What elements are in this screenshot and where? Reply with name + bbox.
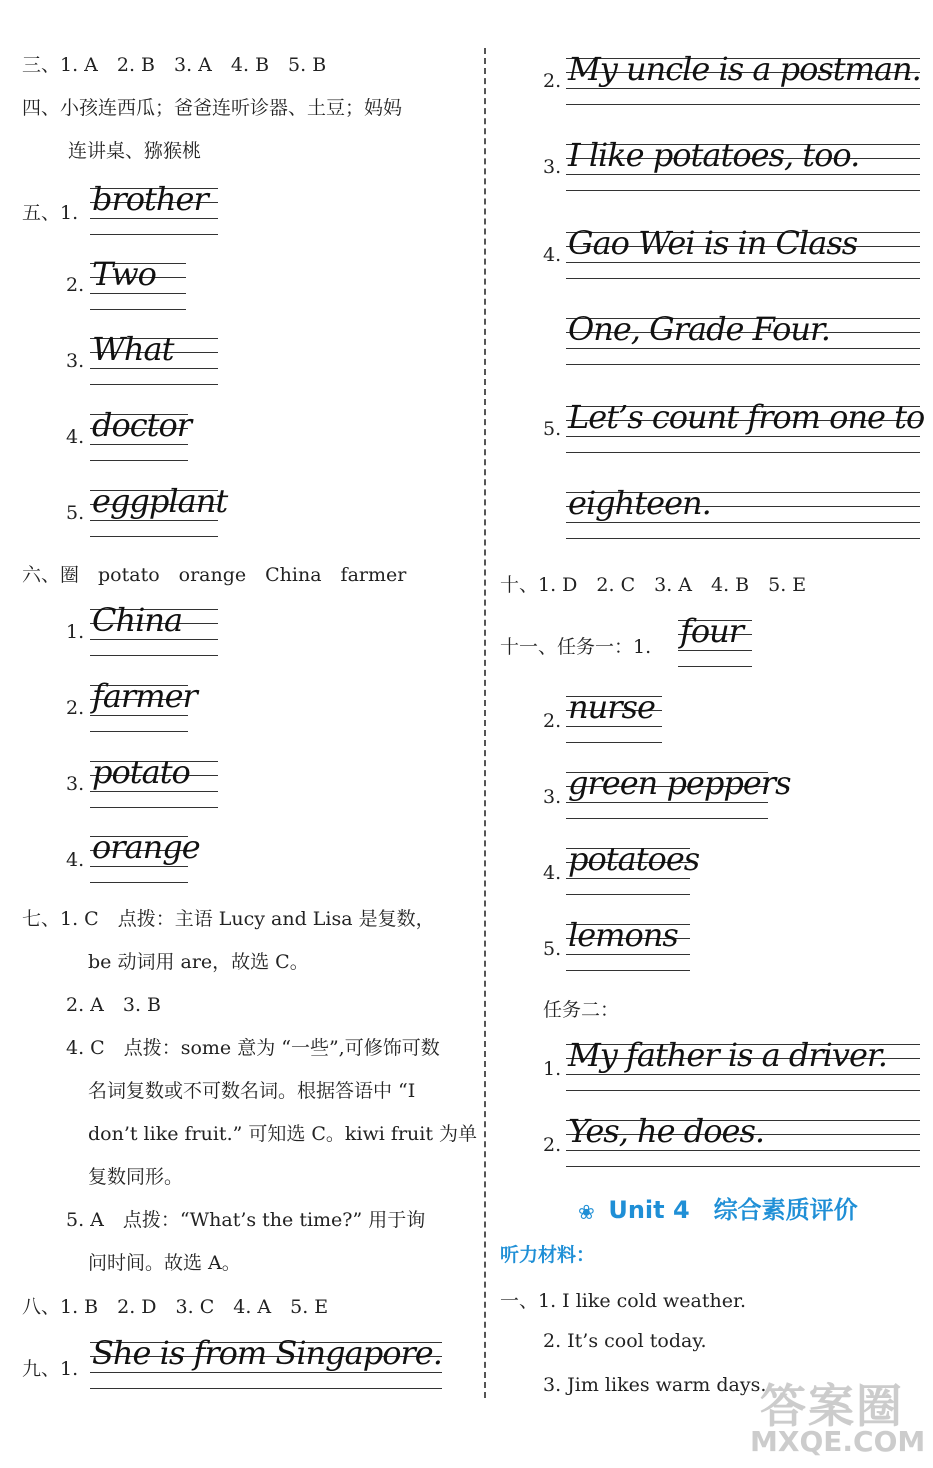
section-4-line2: 连讲桌、猕猴桃: [68, 140, 202, 162]
answer-text: nurse: [568, 688, 655, 726]
answer-text: doctor: [92, 406, 192, 444]
paw-icon: ❀: [578, 1200, 595, 1224]
answer-text: orange: [92, 828, 200, 866]
task-2-label: 任务二：: [543, 999, 620, 1021]
section-8: 八、1. B 2. D 3. C 4. A 5. E: [22, 1296, 329, 1318]
answer-text: One, Grade Four.: [568, 310, 830, 348]
answer-text: eggplant: [92, 482, 228, 520]
answer-text: Gao Wei is in Class: [568, 224, 858, 262]
section-11-label: 十一、任务一：1.: [500, 636, 652, 658]
answer-text: farmer: [92, 677, 197, 715]
section-4-line1: 四、小孩连西瓜；爸爸连听诊器、土豆；妈妈: [22, 97, 403, 119]
section-6: 六、圈 potato orange China farmer: [22, 564, 407, 586]
column-divider: [484, 48, 486, 1398]
section-10: 十、1. D 2. C 3. A 4. B 5. E: [500, 574, 807, 596]
section-7-5b: 问时间。故选 A。: [88, 1252, 241, 1274]
listening-3: 3. Jim likes warm days.: [543, 1374, 767, 1396]
answer-text: Yes, he does.: [568, 1112, 765, 1150]
answer-text: She is from Singapore.: [92, 1334, 442, 1372]
listening-1: 一、1. I like cold weather.: [500, 1290, 747, 1312]
section-7-4b: 名词复数或不可数名词。根据答语中 “I: [88, 1080, 416, 1102]
unit-title: ❀ Unit 4 综合素质评价: [578, 1196, 858, 1224]
section-9-label: 九、1.: [22, 1358, 79, 1380]
section-7-4a: 4. C 点拨：some 意为 “一些”,可修饰可数: [66, 1037, 440, 1059]
answer-text: Let’s count from one to: [568, 398, 925, 436]
section-7-2: 2. A 3. B: [66, 994, 162, 1016]
answer-text: Two: [92, 255, 156, 293]
answer-text: eighteen.: [568, 484, 711, 522]
answer-text: I like potatoes, too.: [568, 136, 860, 174]
answer-text: potatoes: [568, 840, 700, 878]
section-7-1b: be 动词用 are，故选 C。: [88, 951, 309, 973]
section-7-4d: 复数同形。: [88, 1166, 184, 1188]
section-7-4c: don’t like fruit.” 可知选 C。kiwi fruit 为单: [88, 1123, 478, 1145]
listening-2: 2. It’s cool today.: [543, 1330, 707, 1352]
answer-text: four: [680, 612, 744, 650]
answer-text: lemons: [568, 916, 678, 954]
section-7-5a: 5. A 点拨：“What’s the time?” 用于询: [66, 1209, 426, 1231]
answer-text: What: [92, 330, 174, 368]
answer-text: green peppers: [568, 764, 791, 802]
watermark-logo: 答案圈: [760, 1379, 904, 1433]
answer-text: potato: [92, 753, 190, 791]
section-5-label: 五、1.: [22, 202, 79, 224]
answer-text: China: [92, 601, 183, 639]
answer-text: My father is a driver.: [568, 1036, 887, 1074]
answer-text: brother: [92, 180, 208, 218]
watermark-url: MXQE.COM: [750, 1425, 926, 1458]
answer-text: My uncle is a postman.: [568, 50, 921, 88]
section-3: 三、1. A 2. B 3. A 4. B 5. B: [22, 54, 327, 76]
listening-heading: 听力材料：: [500, 1244, 596, 1266]
section-7-1a: 七、1. C 点拨：主语 Lucy and Lisa 是复数，: [22, 908, 435, 930]
